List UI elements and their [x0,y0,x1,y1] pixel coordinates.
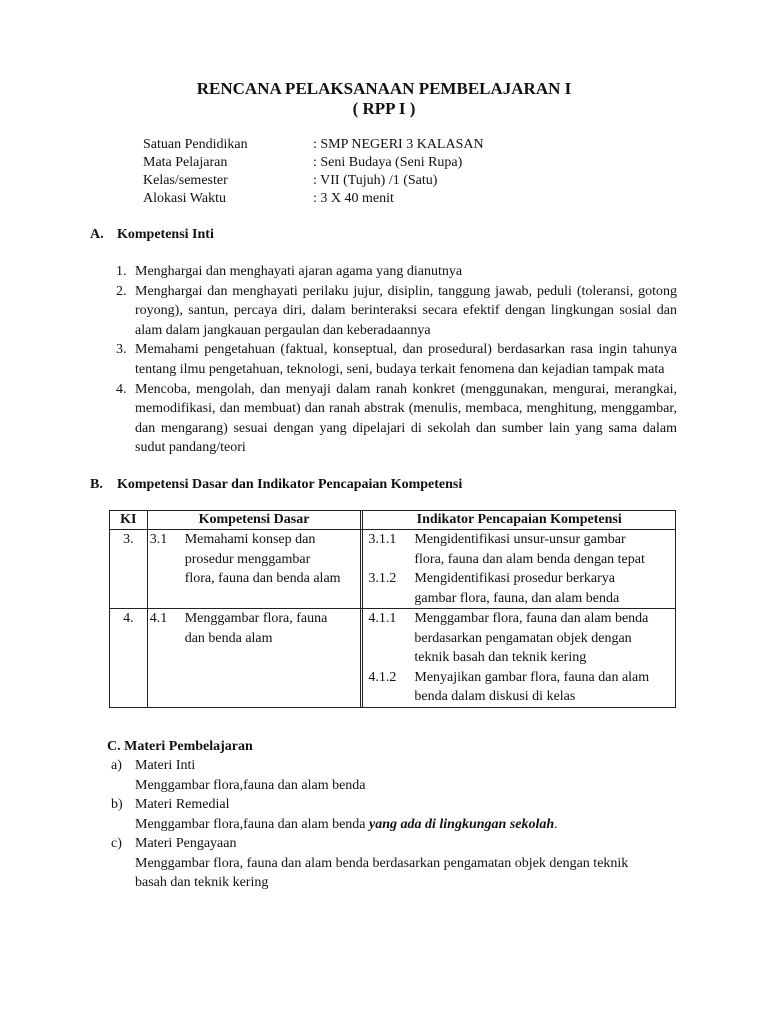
info-label: Satuan Pendidikan [143,137,248,152]
info-value: : SMP NEGERI 3 KALASAN [313,137,484,152]
table-row [110,609,676,708]
materi-text: Menggambar flora,fauna dan alam benda [135,778,366,793]
indicator-line: gambar flora, fauna, dan alam benda [414,590,620,606]
list-number: 1. [116,264,127,279]
info-value: : VII (Tujuh) /1 (Satu) [313,173,438,188]
indicator-line: Menyajikan gambar flora, fauna dan alam [414,669,650,685]
section-a-marker: A. [90,227,104,242]
list-text: Mencoba, mengolah, dan menyaji dalam ranah konkret (menggunakan, mengurai, merangkai, memodifikasi, dan membuat) dan ranah abstrak (menulis, membaca, menghitung, menggambar, dan mengarang) sesuai dengan yang dipelajari di sekolah dan sumber lain yang sama dalam sudut pandang/teori [135,381,677,456]
document-subtitle: ( RPP I ) [352,99,416,118]
cell-indicators [363,530,676,609]
kd-line: prosedur menggambar [184,551,311,567]
indicator-line: Menggambar flora, fauna dan alam benda [414,611,649,626]
indicator-line: benda dalam diskusi di kelas [414,689,576,704]
materi-title: Materi Inti [135,758,196,773]
list-item [116,340,677,379]
info-label: Alokasi Waktu [143,191,226,206]
header-ipk: Indikator Pencapaian Kompetensi [363,511,676,530]
list-item [116,282,677,341]
info-value: : 3 X 40 menit [313,191,394,206]
section-c-heading: C. Materi Pembelajaran [107,739,253,754]
section-b-heading: Kompetensi Dasar dan Indikator Pencapaian Kompetensi [117,477,463,492]
info-value: : Seni Budaya (Seni Rupa) [313,155,463,170]
indicator-number: 3.1.2 [368,571,397,586]
materi-title: Materi Pengayaan [135,836,237,851]
info-label: Mata Pelajaran [143,155,228,170]
competency-table [109,510,676,708]
materi-marker: a) [111,758,122,773]
list-number: 4. [116,381,127,397]
materi-text-plain: Menggambar flora,fauna dan alam benda [135,817,370,832]
kd-number: 4.1 [149,611,168,626]
cell-kd [147,609,361,708]
list-text: Menghargai dan menghayati ajaran agama yang dianutnya [135,264,463,279]
list-item [116,380,677,458]
indicator-line: berdasarkan pengamatan objek dengan [414,630,632,646]
materi-marker: c) [111,836,122,851]
cell-ki: 4. [110,609,148,708]
header-ki: KI [110,511,148,530]
indicator-item [363,530,675,569]
kd-line: dan benda alam [184,630,273,646]
materi-text [135,816,558,834]
document-title: RENCANA PELAKSANAAN PEMBELAJARAN I [196,79,572,98]
list-number: 2. [116,283,127,299]
materi-text: basah dan teknik kering [135,875,269,890]
materi-text-suffix: . [554,817,558,832]
cell-indicators [363,609,676,708]
kd-number: 3.1 [149,532,168,547]
list-item [116,262,677,282]
indicator-item [363,569,675,608]
indicator-line: flora, fauna dan alam benda dengan tepat [414,551,645,567]
list-number: 3. [116,342,127,358]
kd-line: flora, fauna dan benda alam [184,571,341,586]
indicator-item [363,668,675,707]
cell-ki: 3. [110,530,148,609]
list-text: Memahami pengetahuan (faktual, konseptual, dan prosedural) berdasarkan rasa ingin tahunya tentang ilmu pengetahuan, teknologi, seni, budaya terkait fenomena dan kejadian tampak mata [135,342,677,377]
kd-line: Memahami konsep dan [184,532,316,547]
section-a-heading: Kompetensi Inti [117,227,214,242]
indicator-number: 3.1.1 [368,532,397,547]
materi-title: Materi Remedial [135,797,230,812]
list-text: Menghargai dan menghayati perilaku jujur, disiplin, tanggung jawab, peduli (toleransi, gotong royong), santun, percaya diri, dalam berinteraksi secara efektif dengan lingkungan sosial dan alam dalam jangkauan pergaulan dan keberadaannya [135,283,677,338]
materi-text: Menggambar flora, fauna dan alam benda berdasarkan pengamatan objek dengan teknik [135,856,629,871]
indicator-line: teknik basah dan teknik kering [414,650,587,665]
table-row [110,530,676,609]
materi-text-emphasis: yang ada di lingkungan sekolah [369,817,555,832]
indicator-line: Mengidentifikasi unsur-unsur gambar [414,532,626,547]
materi-marker: b) [111,797,123,812]
kd-line: Menggambar flora, fauna [184,611,328,626]
info-label: Kelas/semester [143,173,228,188]
indicator-number: 4.1.1 [368,611,397,626]
competency-list [116,262,677,458]
section-b-marker: B. [90,477,103,492]
indicator-item [363,609,675,668]
header-kd: Kompetensi Dasar [147,511,361,530]
indicator-number: 4.1.2 [368,669,397,685]
indicator-line: Mengidentifikasi prosedur berkarya [414,571,615,586]
table-header-row [110,511,676,530]
cell-kd [147,530,361,609]
